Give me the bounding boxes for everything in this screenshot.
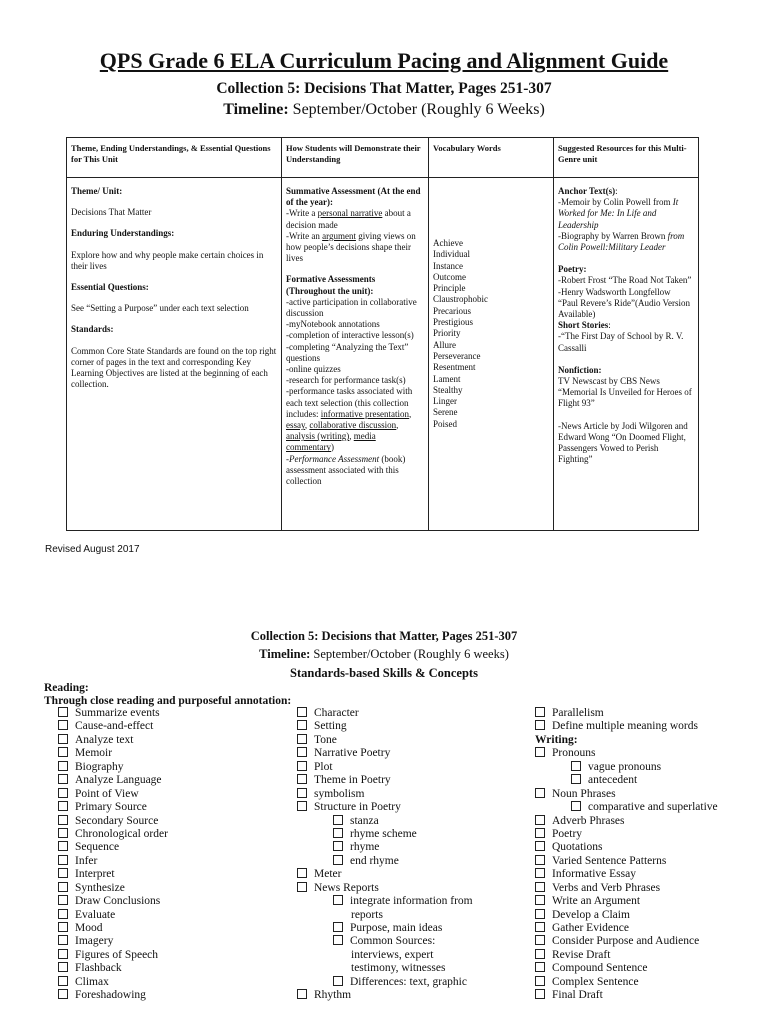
skill-item: interviews, expert [351, 948, 434, 961]
vocab-word: Serene [433, 407, 458, 418]
formative-item: -completing “Analyzing the Text” questions [286, 341, 409, 363]
skill-item: News Reports [297, 882, 473, 895]
vocab-word: Individual [433, 249, 470, 260]
skill-item: Compound Sentence [535, 962, 718, 975]
checkbox-icon[interactable] [535, 707, 545, 717]
poetry-label: Poetry: [558, 264, 587, 275]
checkbox-icon[interactable] [58, 774, 68, 784]
skill-item: Quotations [535, 841, 718, 854]
enduring-value: Explore how and why people make certain choices in their lives [71, 249, 264, 271]
checkbox-icon[interactable] [58, 707, 68, 717]
vocabulary-list [433, 238, 549, 430]
standards-value: Common Core State Standards are found on the top right corner of pages in the text and corresponding Key Learning Objectives are listed at the beginning of each collection. [71, 345, 277, 390]
vocab-word: Poised [433, 418, 458, 429]
checkbox-icon[interactable] [535, 962, 545, 972]
checkbox-icon[interactable] [333, 935, 343, 945]
timeline-value: September/October (Roughly 6 Weeks) [288, 101, 545, 118]
checkbox-icon[interactable] [535, 976, 545, 986]
section2-timeline: Timeline: September/October (Roughly 6 weeks) [259, 647, 509, 661]
formative-item: -performance tasks associated with each text selection (this collection includes: informative presentation, essay, collaborative discussion, analysis (writing), media commentary) [286, 386, 413, 453]
checkbox-icon[interactable] [297, 801, 307, 811]
vocab-word: Instance [433, 260, 463, 271]
checkbox-icon[interactable] [58, 882, 68, 892]
skill-item: Differences: text, graphic [297, 976, 473, 989]
checkbox-icon[interactable] [58, 935, 68, 945]
checkbox-icon[interactable] [333, 815, 343, 825]
skills-column-3 [535, 707, 718, 1003]
skill-item: Cause-and-effect [58, 720, 168, 733]
vocab-word: Perseverance [433, 350, 481, 361]
checkbox-icon[interactable] [297, 868, 307, 878]
poetry-item: -Robert Frost “The Road Not Taken” [558, 275, 692, 286]
summative-item: -Write an argument giving views on how people’s decisions shape their lives [286, 230, 416, 264]
checkbox-icon[interactable] [297, 761, 307, 771]
checkbox-icon[interactable] [535, 855, 545, 865]
short-story-item: -“The First Day of School by R. V. Cassalli [558, 331, 684, 353]
poetry-item: “Paul Revere’s Ride”(Audio Version Available) [558, 297, 691, 320]
checkbox-icon[interactable] [571, 774, 581, 784]
checkbox-icon[interactable] [333, 922, 343, 932]
checkbox-icon[interactable] [535, 868, 545, 878]
checkbox-icon[interactable] [58, 720, 68, 730]
checkbox-icon[interactable] [58, 828, 68, 838]
checkbox-icon[interactable] [58, 909, 68, 919]
skill-item: Analyze text [58, 734, 168, 747]
nonfiction-label: Nonfiction: [558, 364, 602, 375]
checkbox-icon[interactable] [58, 801, 68, 811]
theme-label: Theme/ Unit: [71, 186, 123, 196]
header-cell-theme: Theme, Ending Understandings, & Essential Questions for This Unit [67, 138, 282, 178]
checkbox-icon[interactable] [58, 949, 68, 959]
skill-item: Verbs and Verb Phrases [535, 882, 718, 895]
checkbox-icon[interactable] [58, 868, 68, 878]
checkbox-icon[interactable] [535, 828, 545, 838]
formative-item: -completion of interactive lesson(s) [286, 330, 414, 341]
resources-cell [554, 178, 699, 531]
checkbox-icon[interactable] [333, 855, 343, 865]
checkbox-icon[interactable] [58, 788, 68, 798]
formative-item: -online quizzes [286, 364, 341, 375]
skill-item: Develop a Claim [535, 909, 718, 922]
skill-item: Flashback [58, 962, 168, 975]
checkbox-icon[interactable] [297, 734, 307, 744]
skill-item: Summarize events [58, 707, 168, 720]
skill-item: Consider Purpose and Audience [535, 935, 718, 948]
checkbox-icon[interactable] [297, 788, 307, 798]
skill-item: Poetry [535, 828, 718, 841]
skill-item: Structure in Poetry [297, 801, 473, 814]
checkbox-icon[interactable] [58, 815, 68, 825]
skill-item: Biography [58, 761, 168, 774]
skill-item: Figures of Speech [58, 949, 168, 962]
skill-item: Character [297, 707, 473, 720]
skills-column-1 [58, 707, 168, 1003]
header-cell-resources: Suggested Resources for this Multi-Genre unit [554, 138, 699, 178]
checkbox-icon[interactable] [297, 707, 307, 717]
skill-item: Pronouns [535, 747, 718, 760]
skill-item: Rhythm [297, 989, 473, 1002]
skill-item: Revise Draft [535, 949, 718, 962]
checkbox-icon[interactable] [297, 747, 307, 757]
skill-item: Narrative Poetry [297, 747, 473, 760]
checkbox-icon[interactable] [333, 841, 343, 851]
skill-item: Evaluate [58, 909, 168, 922]
checkbox-icon[interactable] [535, 909, 545, 919]
vocab-word: Priority [433, 328, 461, 339]
checkbox-icon[interactable] [297, 720, 307, 730]
anchor-item: -Biography by Warren Brown from Colin Powell:Military Leader [558, 230, 685, 253]
checkbox-icon[interactable] [297, 774, 307, 784]
skill-item: Common Sources: [297, 935, 473, 948]
checkbox-icon[interactable] [58, 747, 68, 757]
essential-label: Essential Questions: [71, 282, 149, 293]
section2-subtitle: Standards-based Skills & Concepts [290, 666, 478, 680]
skill-item: Tone [297, 734, 473, 747]
checkbox-icon[interactable] [535, 815, 545, 825]
checkbox-icon[interactable] [571, 801, 581, 811]
skill-item: symbolism [297, 788, 473, 801]
checkbox-icon[interactable] [58, 855, 68, 865]
nonfiction-item: “Memorial Is Unveiled for Heroes of Flight 93” [558, 387, 692, 409]
skill-item: Foreshadowing [58, 989, 168, 1002]
skill-item: rhyme scheme [297, 828, 473, 841]
skill-item: rhyme [297, 841, 473, 854]
checkbox-icon[interactable] [58, 895, 68, 905]
nonfiction-item: TV Newscast by CBS News [558, 376, 660, 387]
skill-item: Synthesize [58, 882, 168, 895]
enduring-label: Enduring Understandings: [71, 228, 175, 239]
revised-note: Revised August 2017 [45, 544, 140, 555]
skill-item: Define multiple meaning words [535, 720, 718, 733]
checkbox-icon[interactable] [535, 935, 545, 945]
skill-item: Climax [58, 976, 168, 989]
skill-item: Secondary Source [58, 815, 168, 828]
checkbox-icon[interactable] [535, 949, 545, 959]
vocab-word: Achieve [433, 238, 463, 248]
checkbox-icon[interactable] [333, 828, 343, 838]
checkbox-icon[interactable] [58, 734, 68, 744]
nonfiction-item: -News Article by Jodi Wilgoren and Edward Wong “On Doomed Flight, Passengers Vowed to Perish Fighting” [558, 420, 688, 465]
skill-item: vague pronouns [535, 761, 718, 774]
skill-item: Informative Essay [535, 868, 718, 881]
skill-item: comparative and superlative [535, 801, 718, 814]
checkbox-icon[interactable] [535, 882, 545, 892]
vocab-word: Prestigious [433, 317, 474, 328]
skill-item: Theme in Poetry [297, 774, 473, 787]
checkbox-icon[interactable] [535, 788, 545, 798]
skills-column-2 [297, 707, 473, 1003]
formative-label: Formative Assessments (Throughout the unit): [286, 274, 376, 296]
section2-title: Collection 5: Decisions that Matter, Pages 251-307 [250, 629, 518, 643]
checkbox-icon[interactable] [535, 841, 545, 851]
skill-item: antecedent [535, 774, 718, 787]
skill-item: Final Draft [535, 989, 718, 1002]
skill-item: Interpret [58, 868, 168, 881]
skill-item: Analyze Language [58, 774, 168, 787]
skill-item: Noun Phrases [535, 788, 718, 801]
vocab-word: Precarious [433, 305, 471, 316]
checkbox-icon[interactable] [571, 761, 581, 771]
collection-heading: Collection 5: Decisions That Matter, Pages 251-307 [216, 80, 552, 97]
vocab-word: Allure [433, 339, 456, 350]
header-cell-vocabulary: Vocabulary Words [429, 138, 554, 178]
anchor-label: Anchor Text(s): [558, 186, 618, 196]
skill-item: Sequence [58, 841, 168, 854]
skill-item: Plot [297, 761, 473, 774]
skill-item: Write an Argument [535, 895, 718, 908]
writing-label: Writing: [535, 733, 578, 746]
standards-label: Standards: [71, 324, 114, 335]
skill-item: Imagery [58, 935, 168, 948]
vocab-word: Stealthy [433, 384, 463, 395]
vocab-word: Principle [433, 283, 466, 294]
demonstrate-cell [282, 178, 429, 531]
checkbox-icon[interactable] [333, 895, 343, 905]
skill-item: Complex Sentence [535, 976, 718, 989]
skill-item: Meter [297, 868, 473, 881]
formative-item: -myNotebook annotations [286, 319, 380, 330]
checkbox-icon[interactable] [58, 962, 68, 972]
page-title: QPS Grade 6 ELA Curriculum Pacing and Alignment Guide [99, 48, 669, 73]
short-stories-label: Short Stories: [558, 320, 611, 331]
poetry-item: -Henry Wadsworth Longfellow [558, 286, 671, 297]
skill-item: Primary Source [58, 801, 168, 814]
anchor-item: -Memoir by Colin Powell from It Worked for Me: In Life and Leadership [558, 197, 679, 230]
skill-item: Memoir [58, 747, 168, 760]
curriculum-table [66, 137, 699, 531]
formative-item: -active participation in collaborative discussion [286, 296, 417, 319]
skill-item: Gather Evidence [535, 922, 718, 935]
vocabulary-cell [429, 178, 554, 531]
checkbox-icon[interactable] [535, 922, 545, 932]
reading-label: Reading: [44, 682, 89, 694]
checkbox-icon[interactable] [333, 976, 343, 986]
skill-item: reports [351, 908, 383, 921]
skill-item: Purpose, main ideas [297, 922, 473, 935]
timeline-heading [0, 101, 768, 119]
skill-item: Infer [58, 855, 168, 868]
checkbox-icon[interactable] [58, 976, 68, 986]
theme-value: Decisions That Matter [71, 207, 152, 218]
skill-item: Adverb Phrases [535, 815, 718, 828]
timeline-label: Timeline: [223, 101, 289, 118]
checkbox-icon[interactable] [297, 989, 307, 999]
checkbox-icon[interactable] [535, 895, 545, 905]
formative-item: -research for performance task(s) [286, 375, 406, 386]
checkbox-icon[interactable] [58, 761, 68, 771]
skill-item: Chronological order [58, 828, 168, 841]
checkbox-icon[interactable] [535, 989, 545, 999]
vocab-word: Outcome [433, 271, 466, 282]
checkbox-icon[interactable] [58, 841, 68, 851]
skill-item: Setting [297, 720, 473, 733]
skill-item: Parallelism [535, 707, 718, 720]
header-cell-demonstrate: How Students will Demonstrate their Understanding [282, 138, 429, 178]
table-header-row [67, 138, 699, 178]
summative-item: -Write a personal narrative about a decision made [286, 208, 411, 230]
checkbox-icon[interactable] [58, 989, 68, 999]
skill-item: Mood [58, 922, 168, 935]
formative-item: -Performance Assessment (book) assessment associated with this collection [286, 453, 406, 487]
skill-item: Draw Conclusions [58, 895, 168, 908]
skill-item: Point of View [58, 788, 168, 801]
skill-item: integrate information from [297, 895, 473, 908]
skill-item: stanza [297, 815, 473, 828]
theme-cell [67, 178, 282, 531]
vocab-word: Linger [433, 396, 457, 407]
vocab-word: Resentment [433, 362, 476, 373]
checkbox-icon[interactable] [58, 922, 68, 932]
skill-item: testimony, witnesses [351, 962, 446, 975]
essential-value: See “Setting a Purpose” under each text selection [71, 303, 249, 314]
table-body-row [67, 178, 699, 531]
vocab-word: Claustrophobic [433, 294, 488, 305]
skill-item: Varied Sentence Patterns [535, 855, 718, 868]
reading-subheading: Through close reading and purposeful annotation: [44, 695, 292, 707]
skill-item: end rhyme [297, 855, 473, 868]
vocab-word: Lament [433, 373, 461, 384]
checkbox-icon[interactable] [535, 720, 545, 730]
summative-label: Summative Assessment (At the end of the year): [286, 186, 421, 208]
checkbox-icon[interactable] [535, 747, 545, 757]
checkbox-icon[interactable] [297, 882, 307, 892]
